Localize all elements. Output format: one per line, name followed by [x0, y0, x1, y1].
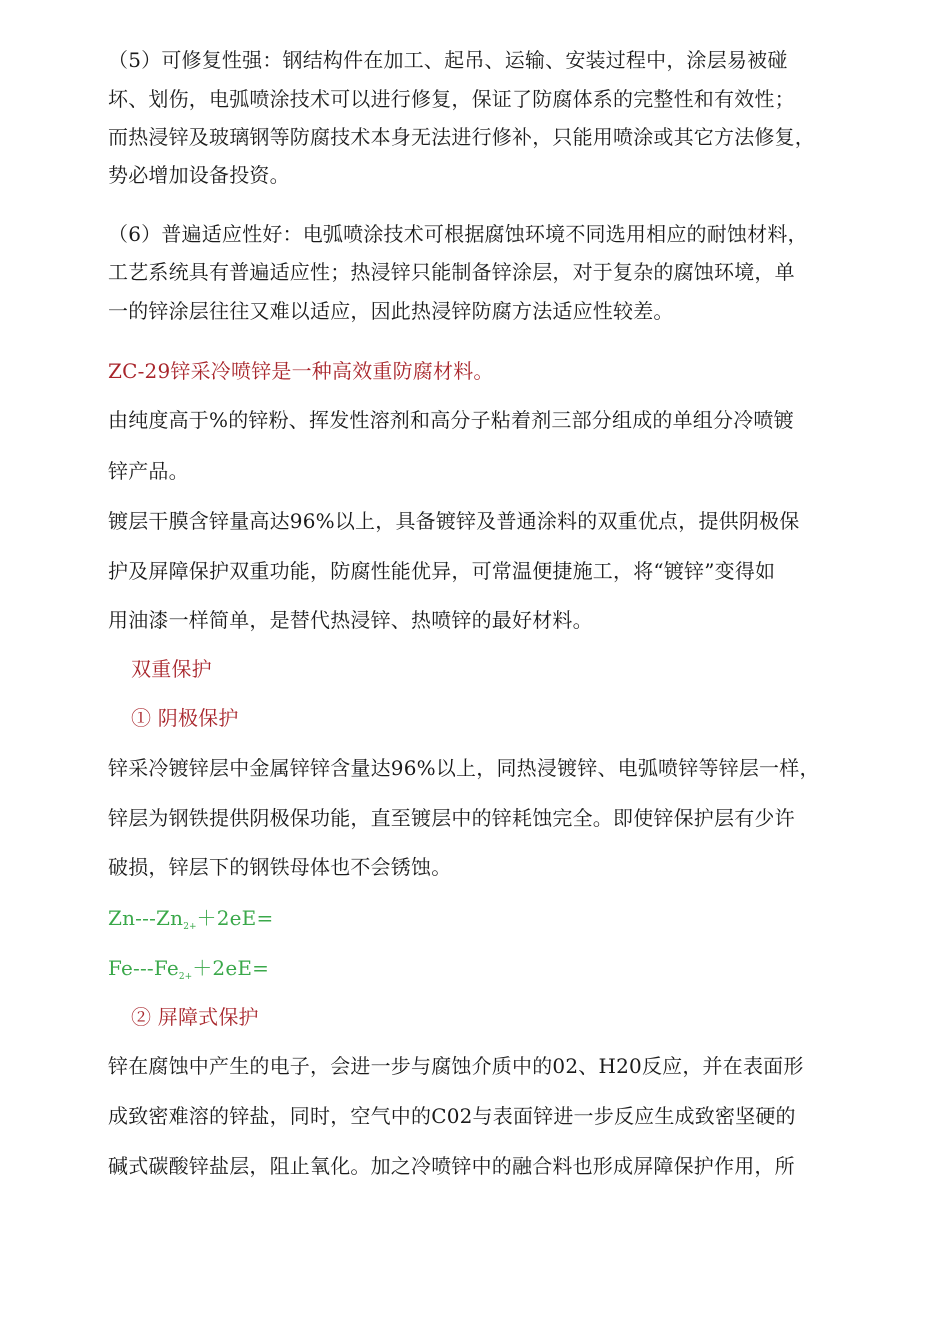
- coating-line-3: 用油漆一样简单，是替代热浸锌、热喷锌的最好材料。: [108, 608, 593, 632]
- zc29-heading: ZC-29锌采冷喷锌是一种高效重防腐材料。: [108, 359, 494, 383]
- iron-equation-lhs: Fe---Fe: [108, 956, 179, 980]
- cathodic-line-3: 破损，锌层下的钢铁母体也不会锈蚀。: [108, 855, 452, 879]
- iron-equation-rhs: ＋2eE=: [192, 956, 270, 980]
- cathodic-line-1: 锌采冷镀锌层中金属锌锌含量达96%以上，同热浸镀锌、电弧喷锌等锌层一样，: [108, 756, 820, 780]
- barrier-protection-heading: ② 屏障式保护: [131, 1005, 259, 1029]
- paragraph-6-line-1: （6）普遍适应性好：电弧喷涂技术可根据腐蚀环境不同选用相应的耐蚀材料，: [108, 222, 808, 246]
- iron-equation-charge: 2+: [178, 972, 193, 982]
- dual-protection-heading: 双重保护: [131, 657, 212, 681]
- barrier-line-1: 锌在腐蚀中产生的电子，会进一步与腐蚀介质中的02、H20反应，并在表面形: [108, 1054, 804, 1078]
- paragraph-6-line-2: 工艺系统具有普遍适应性；热浸锌只能制备锌涂层，对于复杂的腐蚀环境，单: [108, 260, 795, 284]
- barrier-line-2: 成致密难溶的锌盐，同时，空气中的C02与表面锌进一步反应生成致密坚硬的: [108, 1104, 796, 1128]
- zinc-equation-charge: 2+: [183, 922, 197, 932]
- cathodic-line-2: 锌层为钢铁提供阴极保功能，直至镀层中的锌耗蚀完全。即使锌保护层有少许: [108, 806, 795, 830]
- composition-line-2: 锌产品。: [108, 459, 189, 483]
- paragraph-6-line-3: 一的锌涂层往往又难以适应，因此热浸锌防腐方法适应性较差。: [108, 299, 674, 323]
- composition-line-1: 由纯度高于%的锌粉、挥发性溶剂和高分子粘着剂三部分组成的单组分冷喷镀: [108, 408, 794, 432]
- paragraph-5-line-2: 坏、划伤，电弧喷涂技术可以进行修复，保证了防腐体系的完整性和有效性；: [108, 87, 795, 111]
- paragraph-5-line-4: 势必增加设备投资。: [108, 163, 290, 187]
- coating-line-2: 护及屏障保护双重功能，防腐性能优异，可常温便捷施工，将“镀锌”变得如: [108, 559, 776, 583]
- iron-equation: [108, 956, 269, 985]
- zinc-equation-rhs: ＋2eE=: [196, 906, 274, 930]
- cathodic-protection-heading: ① 阴极保护: [131, 706, 239, 730]
- paragraph-5-line-1: （5）可修复性强：钢结构件在加工、起吊、运输、安装过程中，涂层易被碰: [108, 48, 788, 72]
- barrier-line-3: 碱式碳酸锌盐层，阻止氧化。加之冷喷锌中的融合料也形成屏障保护作用，所: [108, 1154, 795, 1178]
- zinc-equation-lhs: Zn---Zn: [108, 906, 184, 930]
- coating-line-1: 镀层干膜含锌量高达96%以上，具备镀锌及普通涂料的双重优点，提供阴极保: [108, 509, 800, 533]
- zinc-equation: [108, 906, 273, 935]
- paragraph-5-line-3: 而热浸锌及玻璃钢等防腐技术本身无法进行修补，只能用喷涂或其它方法修复，: [108, 125, 815, 149]
